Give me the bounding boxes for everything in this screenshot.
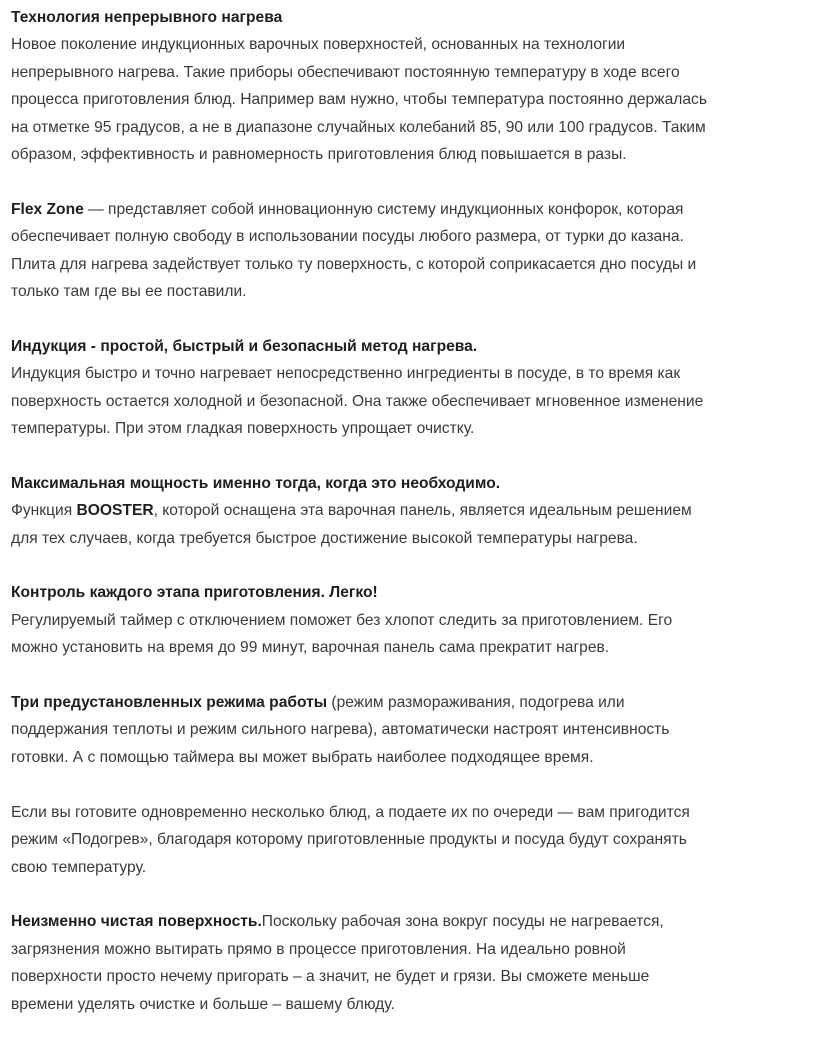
text-line: поверхность остается холодной и безопасной. Она также обеспечивает мгновенное изменение xyxy=(11,392,704,410)
section-heading: Индукция - простой, быстрый и безопасный метод нагрева. xyxy=(11,337,478,355)
text-line: непрерывного нагрева. Такие приборы обеспечивают постоянную температуру в ходе всего xyxy=(11,63,680,81)
text-line xyxy=(11,497,820,524)
content-section xyxy=(11,196,820,306)
section-heading: Технология непрерывного нагрева xyxy=(11,9,283,26)
text-line: на отметке 95 градусов, а не в диапазоне случайных колебаний 85, 90 или 100 градусов. Таким xyxy=(11,118,706,136)
bold-term: Три предустановленных режима работы xyxy=(11,694,328,712)
text-line: Регулируемый таймер с отключением поможет без хлопот следить за приготовлением. Его xyxy=(11,611,673,629)
text-line xyxy=(11,689,820,716)
bold-term: Flex Zone xyxy=(11,200,84,218)
text-segment: , которой оснащена эта варочная панель, является идеальным решением xyxy=(153,502,692,520)
text-line: температуры. При этом гладкая поверхность упрощает очистку. xyxy=(11,420,475,438)
text-line: Новое поколение индукционных варочных поверхностей, основанных на технологии xyxy=(11,36,626,54)
text-line: процесса приготовления блюд. Например вам нужно, чтобы температура постоянно держалась xyxy=(11,91,707,109)
text-line: готовки. А с помощью таймера вы может выбрать наиболее подходящее время. xyxy=(11,748,594,766)
text-line: обеспечивает полную свободу в использовании посуды любого размера, от турки до казана. xyxy=(11,228,684,246)
bold-term: BOOSTER xyxy=(76,502,154,520)
text-line: Если вы готовите одновременно несколько блюд, а подаете их по очереди — вам пригодится xyxy=(11,803,690,821)
text-line: поддержания теплоты и режим сильного нагрева), автоматически настроят интенсивность xyxy=(11,721,670,739)
content-section xyxy=(11,799,820,881)
text-line xyxy=(11,196,820,223)
section-heading: Контроль каждого этапа приготовления. Легко! xyxy=(11,584,378,602)
text-line: Индукция быстро и точно нагревает непосредственно ингредиенты в посуде, в то время как xyxy=(11,365,681,383)
bold-term: Неизменно чистая поверхность. xyxy=(11,913,262,931)
content-section xyxy=(11,689,820,771)
text-segment: Функция xyxy=(11,502,77,520)
text-line: режим «Подогрев», благодаря которому приготовленные продукты и посуда будут сохранять xyxy=(11,831,687,849)
text-line: времени уделять очистке и больше – вашему блюду. xyxy=(11,995,395,1013)
text-line: свою температуру. xyxy=(11,858,147,876)
text-segment: — представляет собой инновационную систему индукционных конфорок, которая xyxy=(83,200,684,218)
text-line: образом, эффективность и равномерность приготовления блюд повышается в разы. xyxy=(11,146,627,164)
text-line: загрязнения можно вытирать прямо в процессе приготовления. На идеально ровной xyxy=(11,940,626,958)
content-section xyxy=(11,470,820,552)
text-line: для тех случаев, когда требуется быстрое достижение высокой температуры нагрева. xyxy=(11,529,638,547)
content-section xyxy=(11,579,820,661)
text-segment: Поскольку рабочая зона вокруг посуды не нагревается, xyxy=(261,913,664,931)
content-section xyxy=(11,908,820,1018)
content-section xyxy=(11,4,820,168)
section-heading: Максимальная мощность именно тогда, когда это необходимо. xyxy=(11,474,501,492)
text-line xyxy=(11,908,820,935)
text-line: Плита для нагрева задействует только ту поверхность, с которой соприкасается дно посуды и xyxy=(11,255,697,273)
text-line: можно установить на время до 99 минут, варочная панель сама прекратит нагрев. xyxy=(11,639,610,657)
text-line: только там где вы ее поставили. xyxy=(11,283,247,301)
text-segment: (режим размораживания, подогрева или xyxy=(327,694,625,712)
text-line: поверхности просто нечему пригорать – а значит, не будет и грязи. Вы сможете меньше xyxy=(11,968,650,986)
content-section xyxy=(11,333,820,443)
